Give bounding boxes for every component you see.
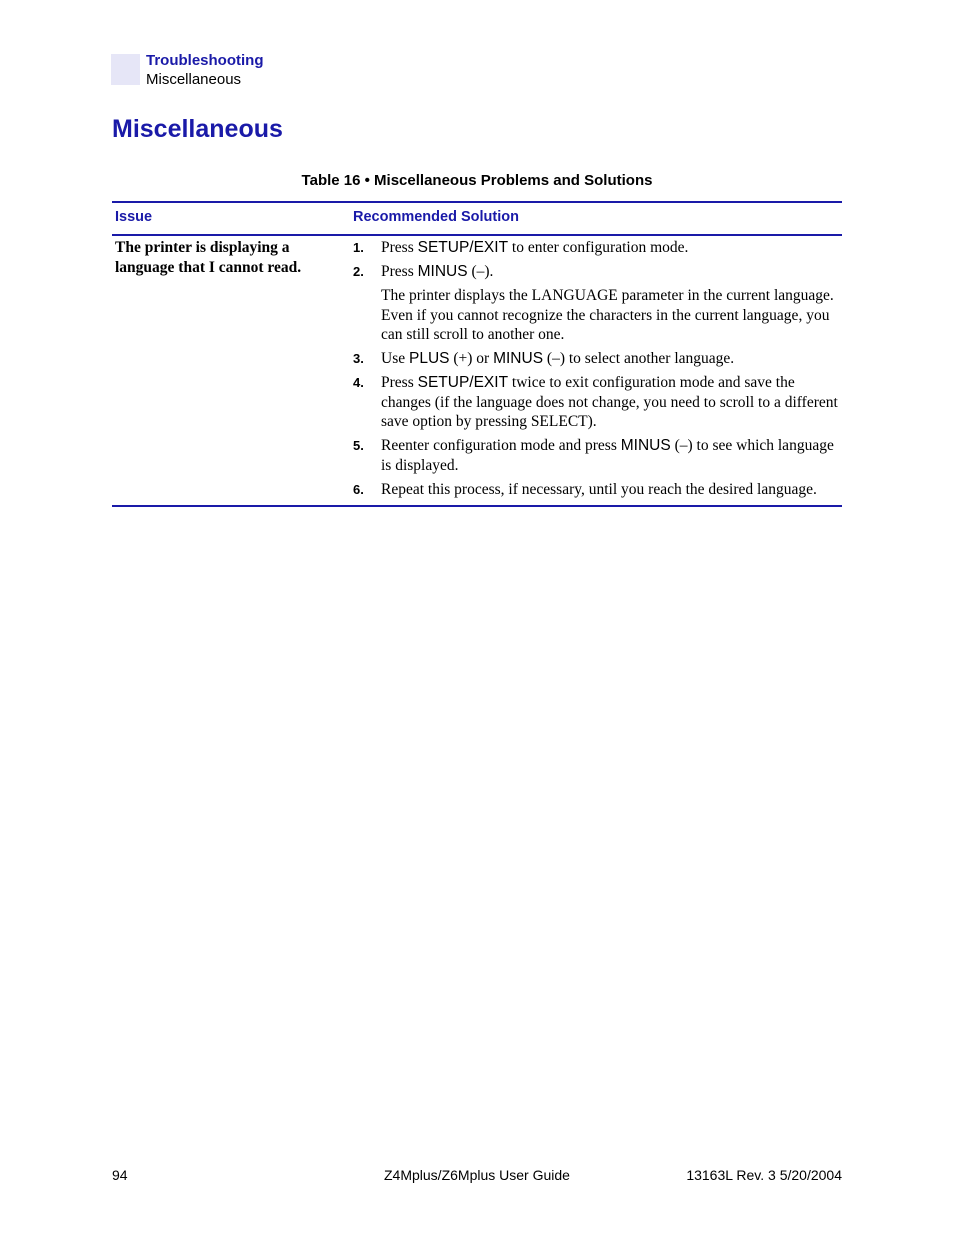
step-number: 4. (353, 375, 364, 390)
step-text: to enter configuration mode. (508, 239, 689, 256)
step-text: Reenter configuration mode and press (381, 437, 621, 454)
step-text: (–) to see which language is displayed. (381, 437, 834, 474)
solution-step (353, 373, 843, 432)
step-note: The printer displays the LANGUAGE parameter in the current language. Even if you cannot recognize the characters in the current language, you can still scroll to another one. (381, 287, 834, 343)
step-text: (–). (467, 263, 494, 280)
step-text: (–) to select another language. (543, 350, 735, 367)
key-name: SETUP/EXIT (417, 374, 509, 391)
solution-steps (353, 238, 843, 504)
step-text: Press (381, 239, 418, 256)
step-text: Press (381, 263, 418, 280)
revision-date: 13163L Rev. 3 5/20/2004 (686, 1167, 842, 1183)
step-number: 1. (353, 240, 364, 255)
column-header-solution: Recommended Solution (353, 209, 519, 225)
table-caption: Table 16 • Miscellaneous Problems and Solutions (301, 172, 653, 189)
solution-step (353, 436, 843, 475)
header-section-title: Troubleshooting (146, 52, 264, 69)
solution-step (353, 349, 843, 369)
issue-cell: The printer is displaying a language that I cannot read. (115, 239, 302, 276)
step-text: (+) or (449, 350, 494, 367)
key-name: SETUP/EXIT (417, 239, 509, 256)
step-text: twice to exit configuration mode and save the changes (if the language does not change, you need to scroll to a different save option by pressing SELECT). (381, 374, 838, 430)
table-bottom-rule (112, 505, 842, 507)
step-number: 3. (353, 351, 364, 366)
step-text: Repeat this process, if necessary, until you reach the desired language. (381, 480, 817, 498)
page-title: Miscellaneous (112, 115, 283, 143)
key-name: MINUS (417, 263, 468, 280)
step-number: 6. (353, 481, 364, 497)
key-name: MINUS (620, 437, 671, 454)
solution-step (353, 238, 843, 258)
header-marker (111, 54, 140, 85)
table-header-rule (112, 234, 842, 236)
step-text: Use (381, 350, 409, 367)
column-header-issue: Issue (115, 209, 153, 225)
table-top-rule (112, 201, 842, 203)
solution-step (353, 480, 843, 500)
step-number: 2. (353, 264, 364, 279)
page-number: 94 (112, 1167, 128, 1183)
key-name: PLUS (408, 350, 450, 367)
header-subsection-title: Miscellaneous (146, 71, 242, 88)
step-number: 5. (353, 438, 364, 453)
guide-title: Z4Mplus/Z6Mplus User Guide (384, 1167, 570, 1183)
key-name: MINUS (493, 350, 544, 367)
step-text: Press (381, 374, 418, 391)
solution-step (353, 262, 843, 345)
